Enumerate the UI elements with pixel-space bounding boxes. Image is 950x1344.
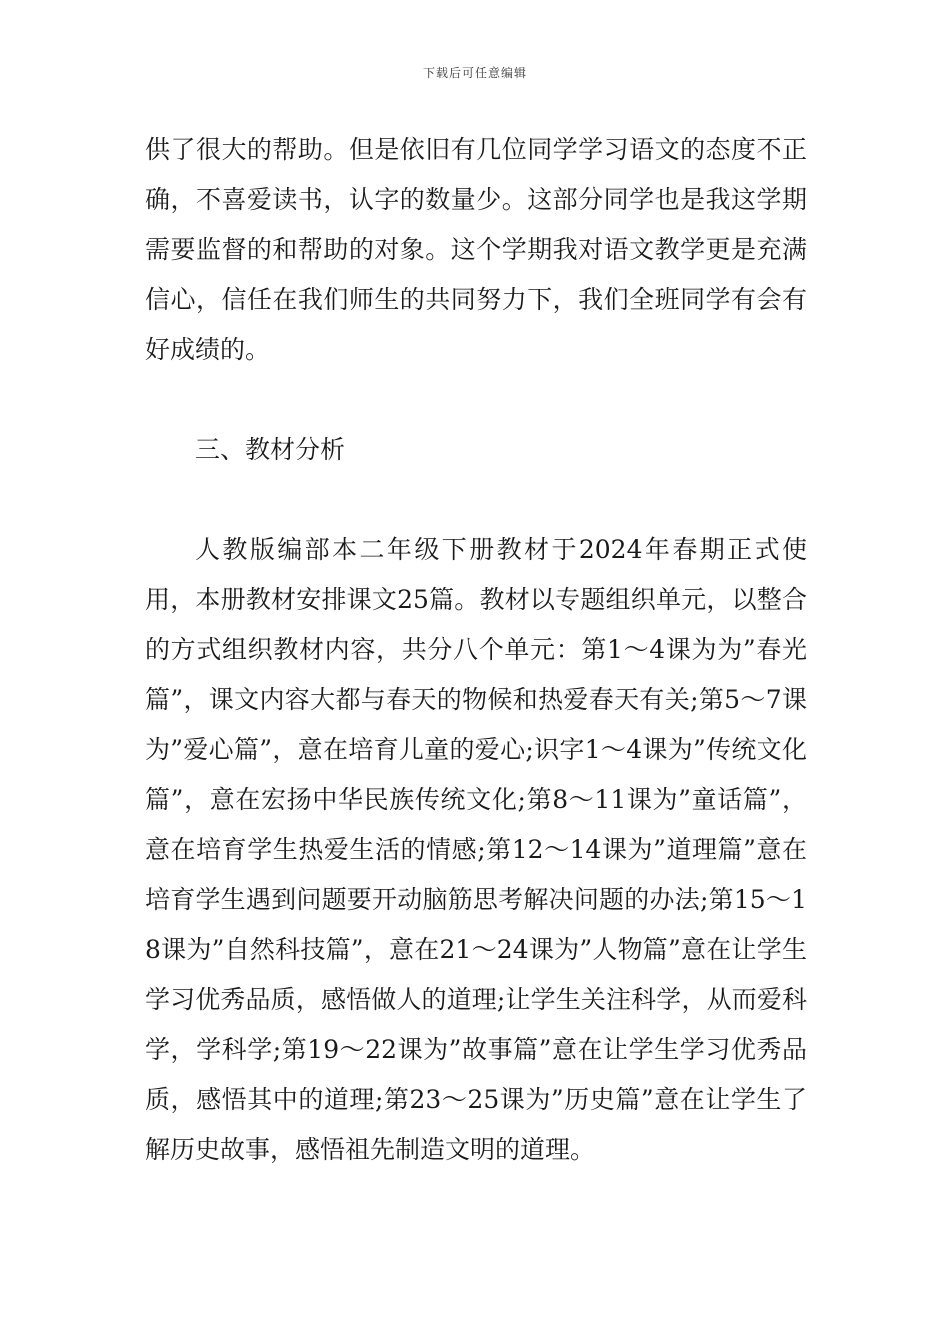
section-heading: 三、教材分析: [195, 435, 346, 464]
page-header-note: 下载后可任意编辑: [422, 66, 527, 80]
paragraph-2: 人教版编部本二年级下册教材于2024年春期正式使用，本册教材安排课文25篇。教材以专题组织单元，以整合的方式组织教材内容，共分八个单元：第1～4课为为”春光篇”，课文内容大都与春天的物候和热爱春天有关;第5～7课为”爱心篇”，意在培育儿童的爱心;识字1～4课为”传统文化篇”，意在宏扬中华民族传统文化;第8～11课为”童话篇”，意在培育学生热爱生活的情感;第12～14课为”道理篇”意在培育学生遇到问题要开动脑筋思考解决问题的办法;第15～18课为”自然科技篇”，意在21～24课为”人物篇”意在让学生学习优秀品质，感悟做人的道理;让学生关注科学，从而爱科学，学科学;第19～22课为”故事篇”意在让学生学习优秀品质，感悟其中的道理;第23～25课为”历史篇”意在让学生了解历史故事，感悟祖先制造文明的道理。: [145, 535, 807, 1164]
paragraph-1: 供了很大的帮助。但是依旧有几位同学学习语文的态度不正确，不喜爱读书，认字的数量少。这部分同学也是我这学期需要监督的和帮助的对象。这个学期我对语文教学更是充满信心，信任在我们师生的共同努力下，我们全班同学有会有好成绩的。: [145, 135, 807, 364]
document-body: [145, 125, 807, 1175]
